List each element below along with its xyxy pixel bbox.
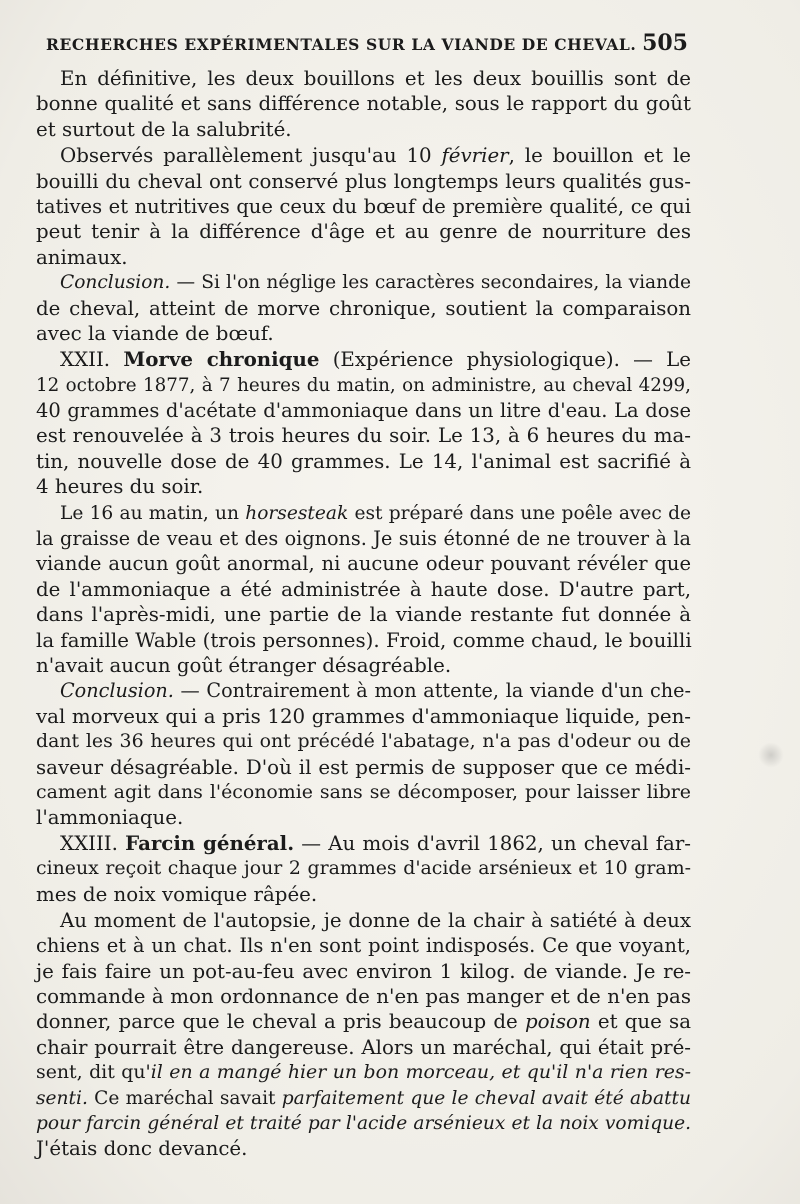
text-line: chair pourrait être dangereuse. Alors un maréchal, qui était pré-	[36, 1035, 691, 1059]
paper-blemish	[756, 740, 786, 770]
text-line: 4 heures du soir.	[36, 475, 204, 499]
text-line: bonne qualité et sans différence notable, sous le rapport du goût	[36, 92, 691, 116]
italic-segment: parfaitement que le cheval avait été abattu	[281, 1087, 691, 1109]
text-segment: est préparé dans une poêle avec de	[348, 502, 691, 524]
text-line: peut tenir à la différence d'âge et au genre de nourriture des	[36, 220, 691, 244]
text-segment: et que sa	[590, 1010, 691, 1034]
text-line: Au moment de l'autopsie, je donne de la chair à satiété à deux	[60, 908, 691, 932]
text-line: je fais faire un pot-au-feu avec environ 1 kilog. de viande. Je re-	[36, 959, 691, 983]
section-number: XXII.	[60, 348, 124, 372]
italic-segment: senti.	[36, 1087, 88, 1109]
section-heading: Morve chronique	[123, 347, 320, 372]
text-line: la famille Wable (trois personnes). Froid, comme chaud, le bouilli	[36, 628, 692, 652]
text-line: viande aucun goût anormal, ni aucune odeur pouvant révéler que	[36, 552, 691, 576]
text-line: animaux.	[36, 245, 128, 269]
text-segment: Ce maréchal savait	[87, 1087, 282, 1109]
text-segment: donner, parce que le cheval a pris beaucoup de	[36, 1010, 525, 1034]
text-line: 40 grammes d'acétate d'ammoniaque dans un litre d'eau. La dose	[36, 399, 691, 423]
text-line	[36, 1060, 691, 1085]
text-line: cineux reçoit chaque jour 2 grammes d'acide arsénieux et 10 gram-	[36, 857, 691, 880]
text-segment: (Expérience physiologique). — Le	[319, 348, 691, 372]
text-line: de l'ammoniaque a été administrée à haute dose. D'autre part,	[36, 577, 691, 601]
text-line: dans l'après-midi, une partie de la viande restante fut donnée à	[36, 603, 691, 627]
text-line: mes de noix vomique râpée.	[36, 882, 318, 906]
text-line: dant les 36 heures qui ont précédé l'abatage, n'a pas d'odeur ou de	[36, 730, 691, 753]
text-line: saveur désagréable. D'où il est permis de supposer que ce médi-	[36, 755, 691, 779]
text-line	[36, 143, 691, 168]
text-line	[36, 1086, 691, 1111]
text-line: la graisse de veau et des oignons. Je suis étonné de ne trouver à la	[36, 527, 691, 551]
text-segment: — Si l'on néglige les caractères secondaires, la viande	[170, 272, 691, 294]
italic-segment: Conclusion.	[60, 272, 171, 294]
text-line: l'ammoniaque.	[36, 806, 184, 830]
text-line: de cheval, atteint de morve chronique, soutient la comparaison	[36, 296, 691, 320]
italic-segment: horsesteak	[245, 502, 349, 524]
italic-segment: Conclusion.	[60, 679, 174, 703]
text-line: chiens et à un chat. Ils n'en sont point indisposés. Ce que voyant,	[36, 934, 691, 958]
running-title: RECHERCHES EXPÉRIMENTALES SUR LA VIANDE DE CHEVAL.	[46, 35, 637, 54]
text-line	[36, 1009, 691, 1034]
text-line	[36, 678, 691, 703]
text-line: bouilli du cheval ont conservé plus longtemps leurs qualités gus-	[36, 169, 691, 193]
text-line: tatives et nutritives que ceux du bœuf de première qualité, ce qui	[36, 194, 691, 218]
text-line: avec la viande de bœuf.	[36, 321, 274, 345]
text-line: n'avait aucun goût étranger désagréable.	[36, 653, 452, 677]
page-header	[38, 30, 688, 59]
text-line: val morveux qui a pris 120 grammes d'ammoniaque liquide, pen-	[36, 704, 691, 728]
body-text	[36, 66, 691, 1162]
text-line: pour farcin général et traité par l'acide arsénieux et la noix vomique.	[36, 1113, 691, 1135]
italic-segment: il en a mangé hier un bon morceau, et qu'il n'a rien res-	[150, 1061, 692, 1084]
italic-segment: février	[441, 144, 509, 168]
text-segment: Observés parallèlement jusqu'au 10	[60, 144, 442, 168]
text-line: commande à mon ordonnance de n'en pas manger et de n'en pas	[36, 985, 691, 1009]
text-line: et surtout de la salubrité.	[36, 117, 292, 141]
text-segment: Le 16 au matin, un	[60, 502, 246, 524]
text-line: J'étais donc devancé.	[36, 1137, 248, 1161]
text-line	[36, 831, 691, 856]
text-line: cament agit dans l'économie sans se décomposer, pour laisser libre	[36, 780, 691, 803]
text-line: 12 octobre 1877, à 7 heures du matin, on administre, au cheval 4299,	[36, 374, 691, 396]
text-line	[36, 347, 691, 372]
text-line	[36, 270, 691, 295]
text-line: En définitive, les deux bouillons et les deux bouillis sont de	[60, 67, 691, 90]
italic-segment: poison	[524, 1010, 591, 1034]
page-number: 505	[642, 30, 688, 56]
text-segment: sent, dit qu'	[36, 1061, 151, 1084]
text-segment: , le bouillon et le	[508, 144, 691, 168]
text-segment: — Contrairement à mon attente, la viande d'un che-	[173, 679, 691, 703]
section-heading: Farcin général.	[125, 830, 295, 855]
text-line: est renouvelée à 3 trois heures du soir. Le 13, à 6 heures du ma-	[36, 424, 691, 448]
text-line: tin, nouvelle dose de 40 grammes. Le 14, l'animal est sacrifié à	[36, 449, 691, 473]
text-segment: — Au mois d'avril 1862, un cheval far-	[294, 831, 691, 855]
section-number: XXIII.	[60, 831, 126, 855]
text-line	[36, 501, 691, 526]
